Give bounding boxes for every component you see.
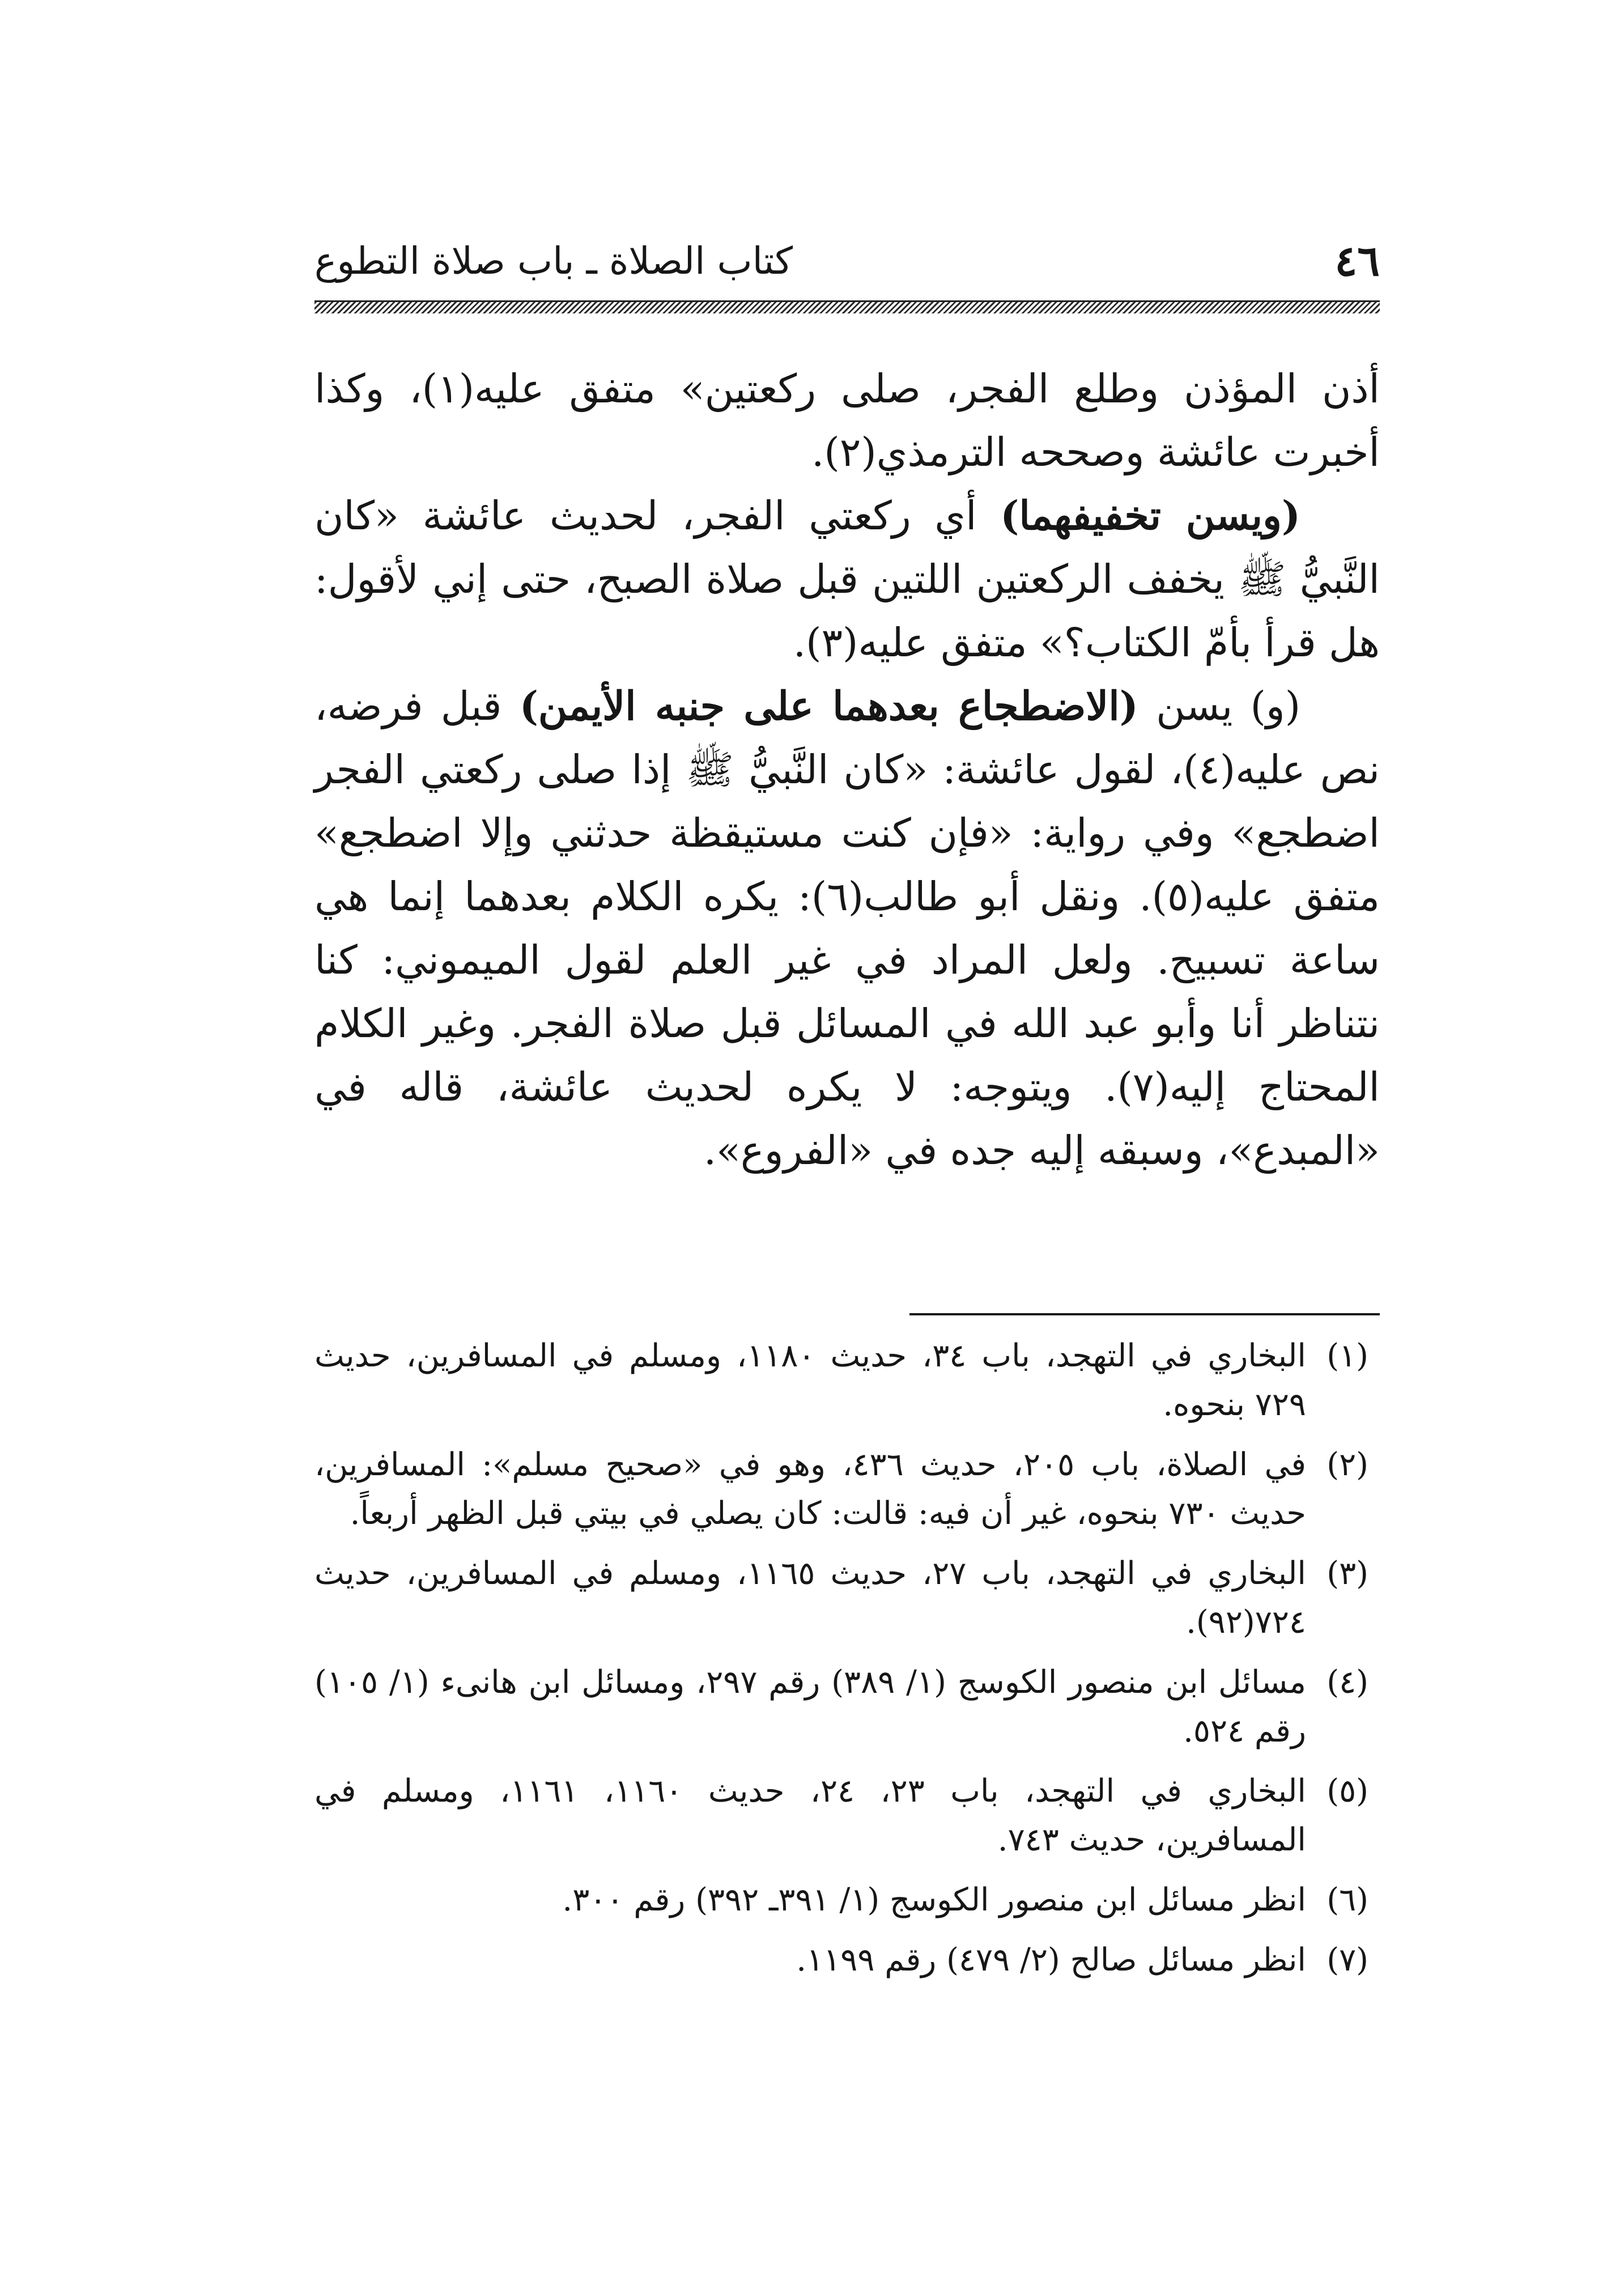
footnote-number: (٤) (1327, 1664, 1368, 1701)
page-header (314, 227, 1380, 300)
footnote-number: (٢) (1327, 1446, 1368, 1483)
header-divider (314, 300, 1380, 313)
footnote-5 (314, 1767, 1380, 1865)
paragraph-2 (314, 484, 1380, 674)
footnote-text: انظر مسائل صالح (٢/ ٤٧٩) رقم ١١٩٩. (796, 1942, 1306, 1978)
footnote-text: انظر مسائل ابن منصور الكوسج (١/ ٣٩١ـ ٣٩٢) رقم ٣٠٠. (562, 1882, 1306, 1918)
paragraph-3-text: قبل فرضه، نص عليه(٤)، لقول عائشة: «كان النَّبيُّ ﷺ إذا صلى ركعتي الفجر اضطجع» وفي رواية: «فإن كنت مستيقظة حدثني وإلا اضطجع» متفق عليه(٥). ونقل أبو طالب(٦): يكره الكلام بعدهما إنما هي ساعة تسبيح. ولعل المراد في غير العلم لقول الميموني: كنا نتناظر أنا وأبو عبد الله في المسائل قبل صلاة الفجر. وغير الكلام المحتاج إليه(٧). ويتوجه: لا يكره لحديث عائشة، قاله في «المبدع»، وسبقه إليه جده في «الفروع». (314, 683, 1380, 1174)
footnote-1 (314, 1332, 1380, 1429)
paragraph-3-heading: (الاضطجاع بعدهما على جنبه الأيمن) (519, 682, 1138, 729)
footnotes (314, 1332, 1380, 1996)
footnote-text: مسائل ابن منصور الكوسج (١/ ٣٨٩) رقم ٢٩٧، ومسائل ابن هانىء (١/ ١٠٥) رقم ٥٢٤. (314, 1664, 1307, 1750)
paragraph-2-heading: (ويسن تخفيفهما) (1000, 492, 1300, 539)
footnote-number: (١) (1327, 1337, 1368, 1374)
paragraph-3 (314, 674, 1380, 1182)
footnote-7 (314, 1936, 1380, 1985)
footnote-2 (314, 1441, 1380, 1538)
footnote-text: البخاري في التهجد، باب ٣٤، حديث ١١٨٠، ومسلم في المسافرين، حديث ٧٢٩ بنحوه. (314, 1337, 1306, 1423)
page-number: ٤٦ (1334, 237, 1380, 286)
main-text (314, 357, 1380, 1182)
footnote-number: (٣) (1327, 1555, 1368, 1592)
footnote-3 (314, 1549, 1380, 1647)
footnote-separator (909, 1313, 1380, 1315)
paragraph-3-lead: (و) يسن (1138, 683, 1301, 729)
paragraph-1: أذن المؤذن وطلع الفجر، صلى ركعتين» متفق عليه(١)، وكذا أخبرت عائشة وصححه الترمذي(٢). (314, 366, 1380, 475)
running-title: كتاب الصلاة ـ باب صلاة التطوع (314, 239, 793, 283)
footnote-text: البخاري في التهجد، باب ٢٣، ٢٤، حديث ١١٦٠، ١١٦١، ومسلم في المسافرين، حديث ٧٤٣. (314, 1773, 1306, 1858)
footnote-number: (٥) (1327, 1773, 1368, 1810)
paragraph-2-text: أي ركعتي الفجر، لحديث عائشة «كان النَّبيُّ ﷺ يخفف الركعتين اللتين قبل صلاة الصبح، حتى إني لأقول: هل قرأ بأمّ الكتاب؟» متفق عليه(٣). (314, 492, 1380, 666)
footnote-4 (314, 1658, 1380, 1756)
footnote-number: (٧) (1327, 1942, 1368, 1978)
footnote-number: (٦) (1327, 1882, 1368, 1918)
footnote-6 (314, 1876, 1380, 1925)
footnote-text: البخاري في التهجد، باب ٢٧، حديث ١١٦٥، ومسلم في المسافرين، حديث ٧٢٤(٩٢). (314, 1555, 1306, 1641)
footnote-text: في الصلاة، باب ٢٠٥، حديث ٤٣٦، وهو في «صحيح مسلم»: المسافرين، حديث ٧٣٠ بنحوه، غير أن فيه: قالت: كان يصلي في بيتي قبل الظهر أربعاً. (314, 1446, 1306, 1532)
